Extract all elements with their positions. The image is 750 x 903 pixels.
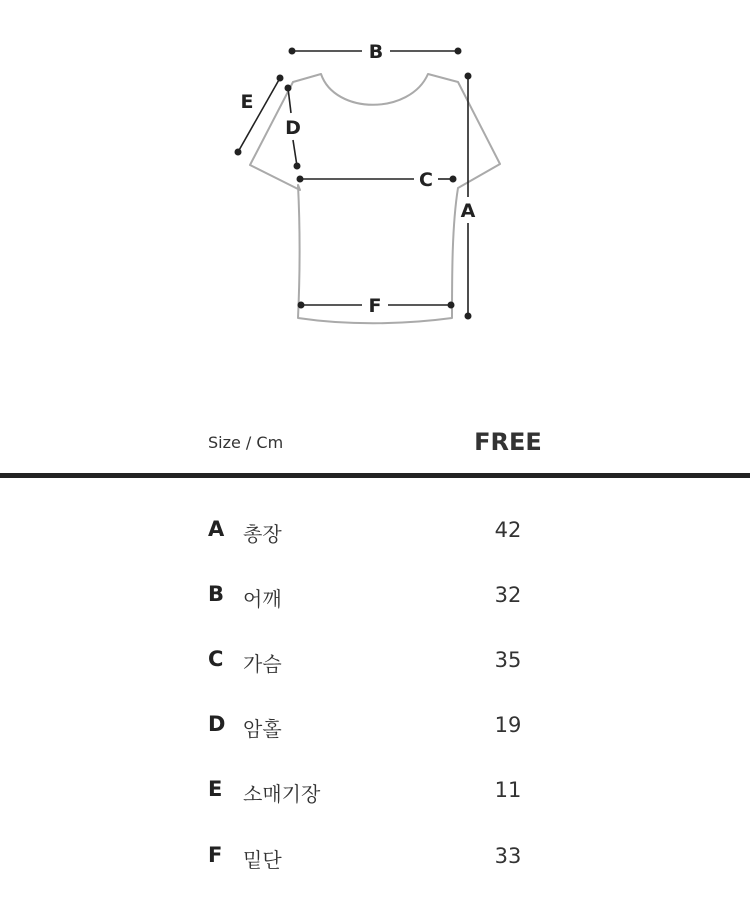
- size-row-c: [0, 647, 750, 677]
- row-value: 33: [494, 844, 522, 868]
- row-letter: B: [208, 582, 225, 606]
- label-a: A: [460, 200, 476, 222]
- row-letter: A: [208, 517, 225, 541]
- size-row-a: [0, 517, 750, 547]
- size-row-f: [0, 843, 750, 873]
- size-diagram: [0, 0, 750, 360]
- row-value: 32: [494, 583, 522, 607]
- label-b: B: [368, 41, 384, 63]
- measure-line-c: [297, 169, 457, 191]
- tshirt-outline: [250, 74, 500, 323]
- measure-line-d: [285, 85, 301, 170]
- size-name-heading: FREE: [474, 428, 542, 456]
- measure-line-a: [461, 73, 476, 320]
- row-letter: F: [208, 843, 223, 867]
- row-name: 가슴: [243, 652, 282, 676]
- label-d: D: [285, 117, 301, 139]
- row-name: 밑단: [243, 848, 282, 872]
- label-e: E: [240, 91, 254, 113]
- row-value: 11: [494, 778, 522, 802]
- label-c: C: [419, 169, 433, 191]
- size-unit-label: Size / Cm: [208, 433, 284, 452]
- row-letter: C: [208, 647, 224, 671]
- row-letter: E: [208, 777, 223, 801]
- row-value: 19: [494, 713, 522, 737]
- size-row-d: [0, 712, 750, 742]
- row-name: 총장: [243, 522, 282, 546]
- row-name: 암홀: [243, 717, 282, 741]
- row-name: 소매기장: [243, 782, 321, 806]
- tshirt-measurement-svg: [0, 0, 750, 360]
- measure-line-b: [289, 41, 462, 63]
- row-letter: D: [208, 712, 226, 736]
- row-value: 35: [494, 648, 522, 672]
- row-name: 어깨: [243, 587, 282, 611]
- row-value: 42: [494, 518, 522, 542]
- size-row-b: [0, 582, 750, 612]
- table-divider: [0, 473, 750, 478]
- size-row-e: [0, 777, 750, 807]
- measure-line-f: [298, 295, 455, 317]
- label-f: F: [368, 295, 382, 317]
